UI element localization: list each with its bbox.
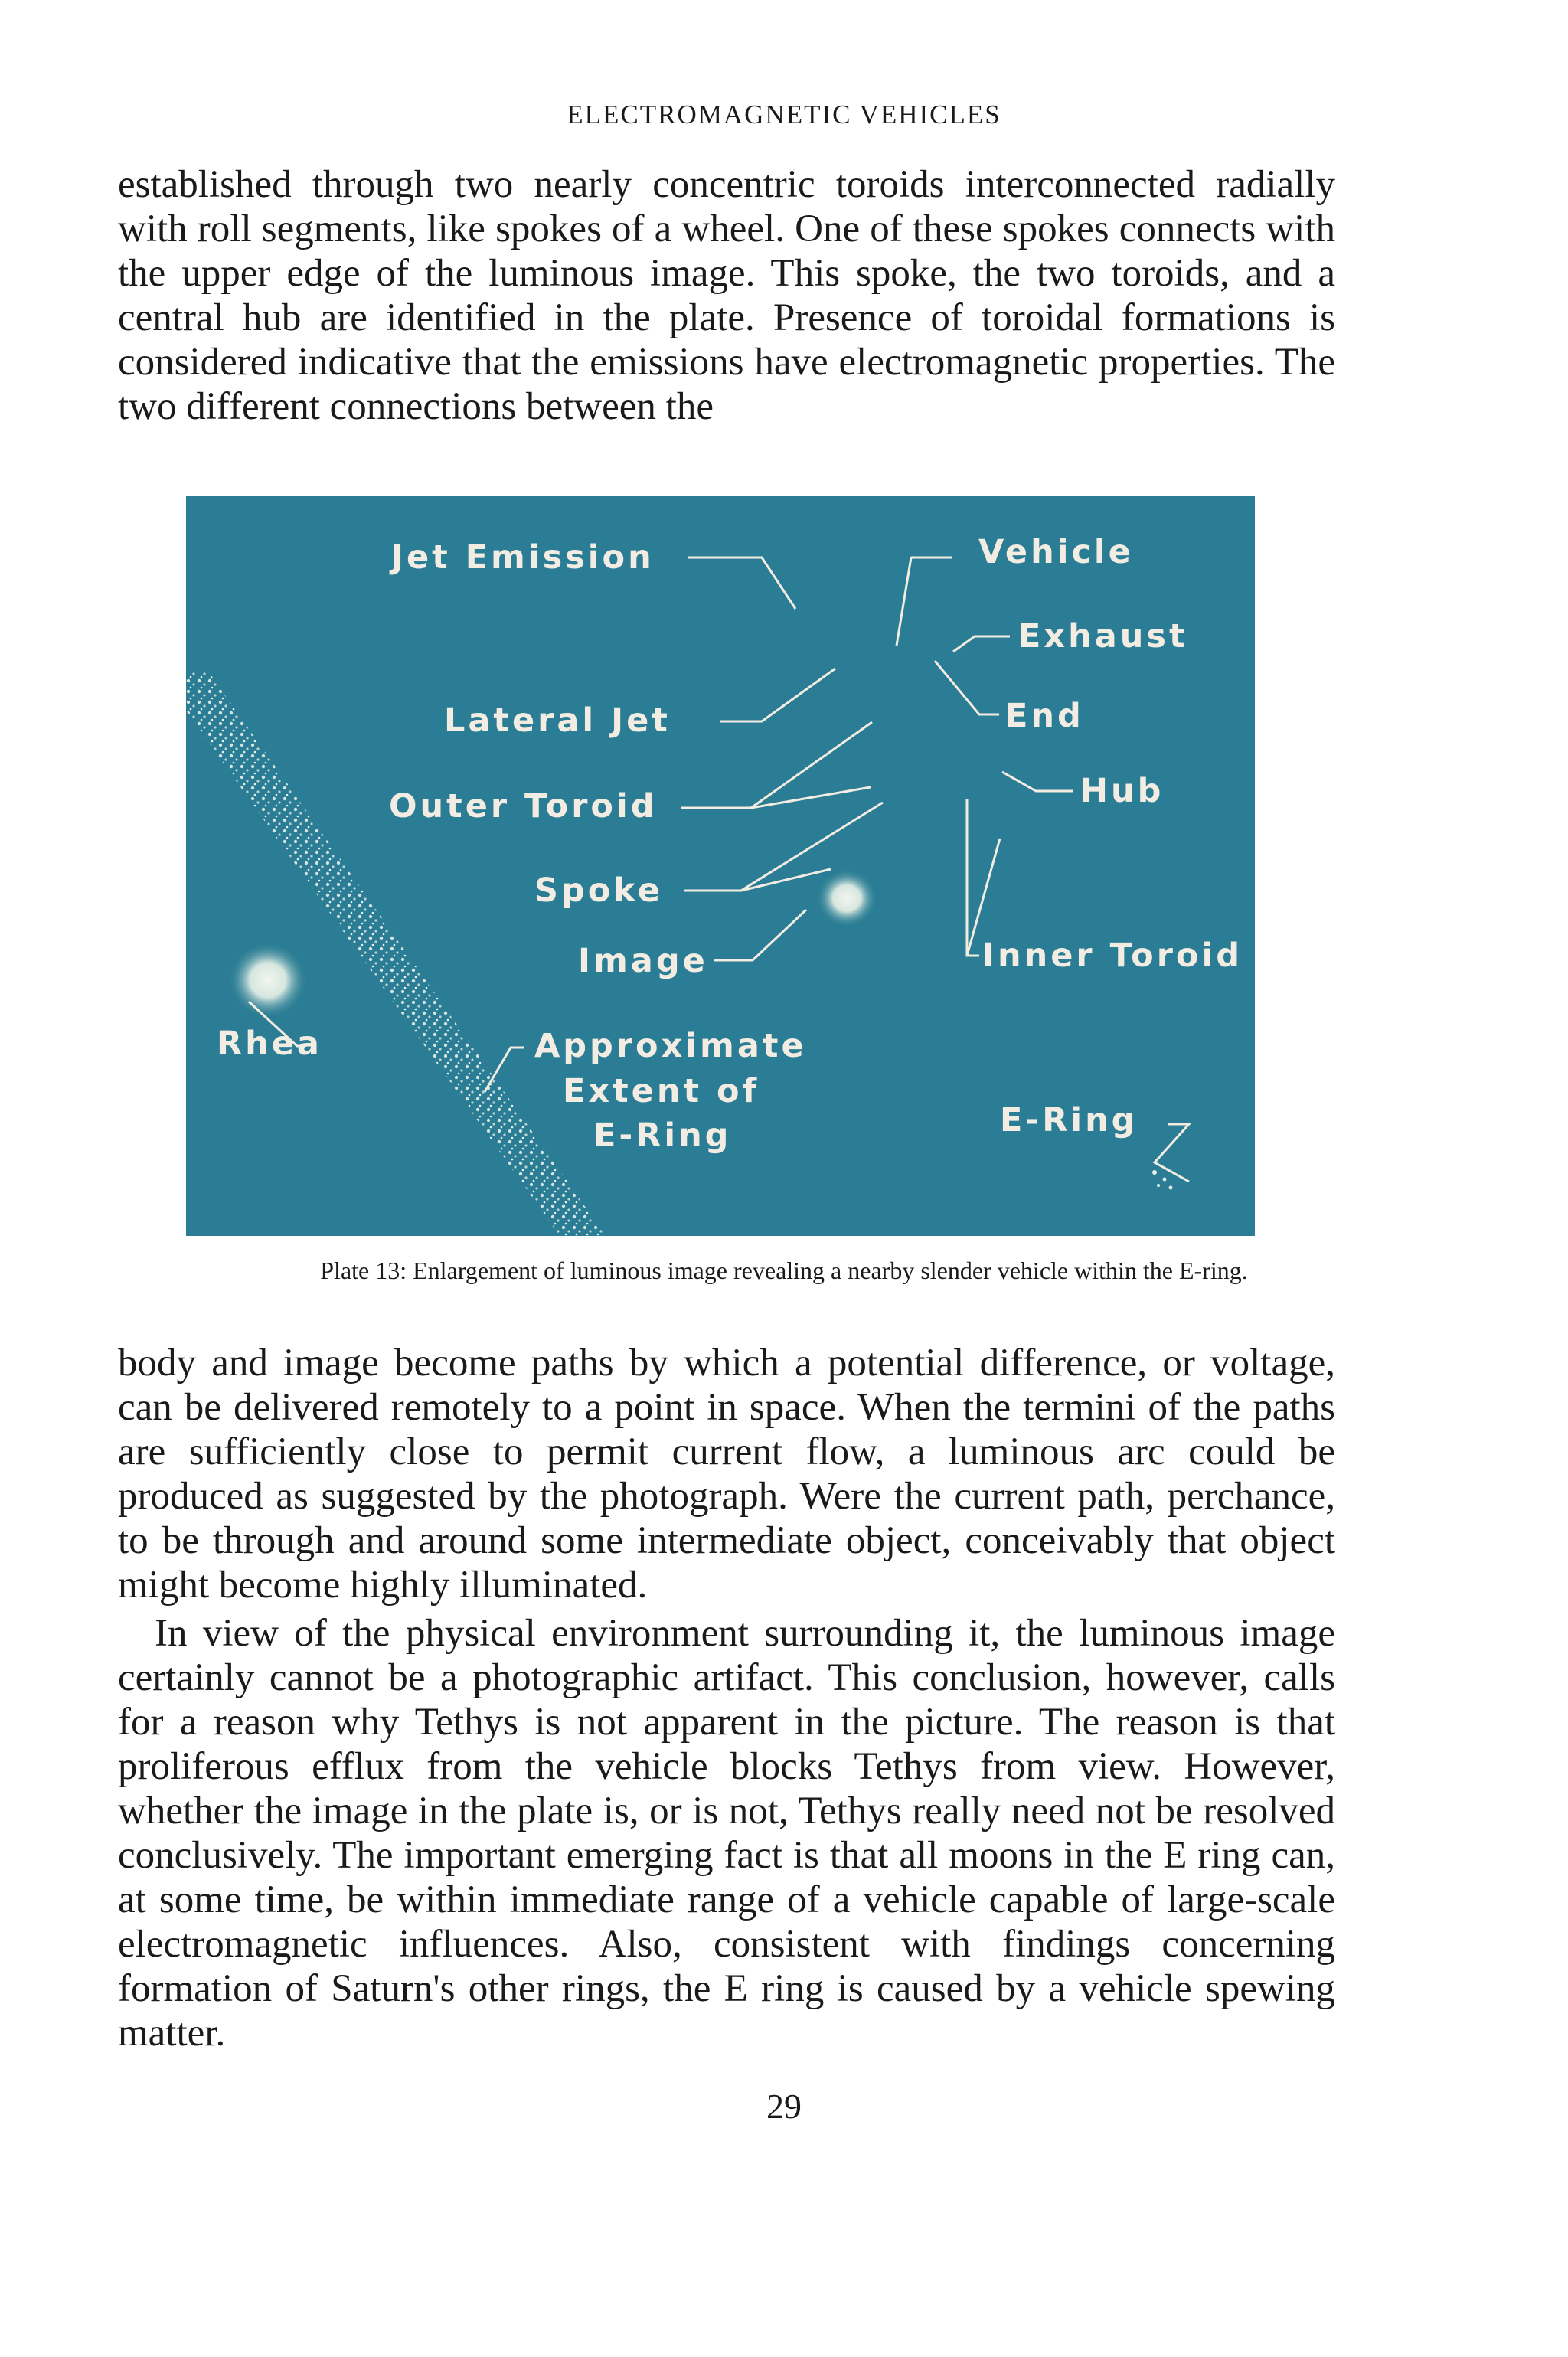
body-paragraph-3: In view of the physical environment surrounding it, the luminous image certainly cannot be a photographic artifact. This conclusion, however, calls for a reason why Tethys is not apparent in the picture. The reason is that proliferous efflux from the vehicle blocks Tethys from view. However, whether the image in the plate is, or is not, Tethys really need not be resolved conclusively. The important emerging fact is that all moons in the E ring can, at some time, be within immediate range of a vehicle capable of large-scale electromagnetic influences. Also, consistent with findings concerning formation of Saturn's other rings, the E ring is caused by a vehicle spewing matter. <box>118 1612 1335 2055</box>
label-extent-of: Extent of <box>563 1072 760 1110</box>
label-outer-toroid: Outer Toroid <box>389 787 658 825</box>
e-ring-debris-marks <box>1152 1170 1173 1190</box>
label-lateral-jet: Lateral Jet <box>444 701 671 740</box>
label-jet-emission: Jet Emission <box>391 538 655 577</box>
label-vehicle: Vehicle <box>978 533 1134 571</box>
plate-caption: Plate 13: Enlargement of luminous image revealing a nearby slender vehicle within the E-ring. <box>320 1257 1248 1284</box>
label-image: Image <box>578 942 708 980</box>
label-inner-toroid: Inner Toroid <box>982 937 1243 975</box>
plate-13-figure <box>186 496 1255 1236</box>
body-paragraph-2: body and image become paths by which a potential difference, or voltage, can be delivered remotely to a point in space. When the termini of the paths are sufficiently close to permit current flow, a luminous arc could be produced as suggested by the photograph. Were the current path, perchance, to be through and around some intermediate object, conceivably that object might become highly illuminated. <box>118 1342 1335 1607</box>
label-approximate: Approximate <box>534 1027 807 1065</box>
label-hub: Hub <box>1080 772 1165 810</box>
label-end: End <box>1005 697 1084 735</box>
running-head: ELECTROMAGNETIC VEHICLES <box>567 100 1001 129</box>
label-rhea: Rhea <box>217 1025 322 1063</box>
label-e-ring: E-Ring <box>593 1116 732 1155</box>
label-e-ring-right: E-Ring <box>1000 1101 1138 1139</box>
rhea-moon <box>228 942 308 1018</box>
label-spoke: Spoke <box>534 871 663 910</box>
page-number: 29 <box>766 2087 802 2126</box>
body-paragraph-1: established through two nearly concentric toroids interconnected radially with roll segments, like spokes of a wheel. One of these spokes connects with the upper edge of the luminous image. This spoke, the two toroids, and a central hub are identified in the plate. Presence of toroidal formations is considered indicative that the emissions have electromagnetic properties. The two different connections between the <box>118 163 1335 428</box>
luminous-image <box>816 869 877 927</box>
label-exhaust: Exhaust <box>1018 617 1188 655</box>
